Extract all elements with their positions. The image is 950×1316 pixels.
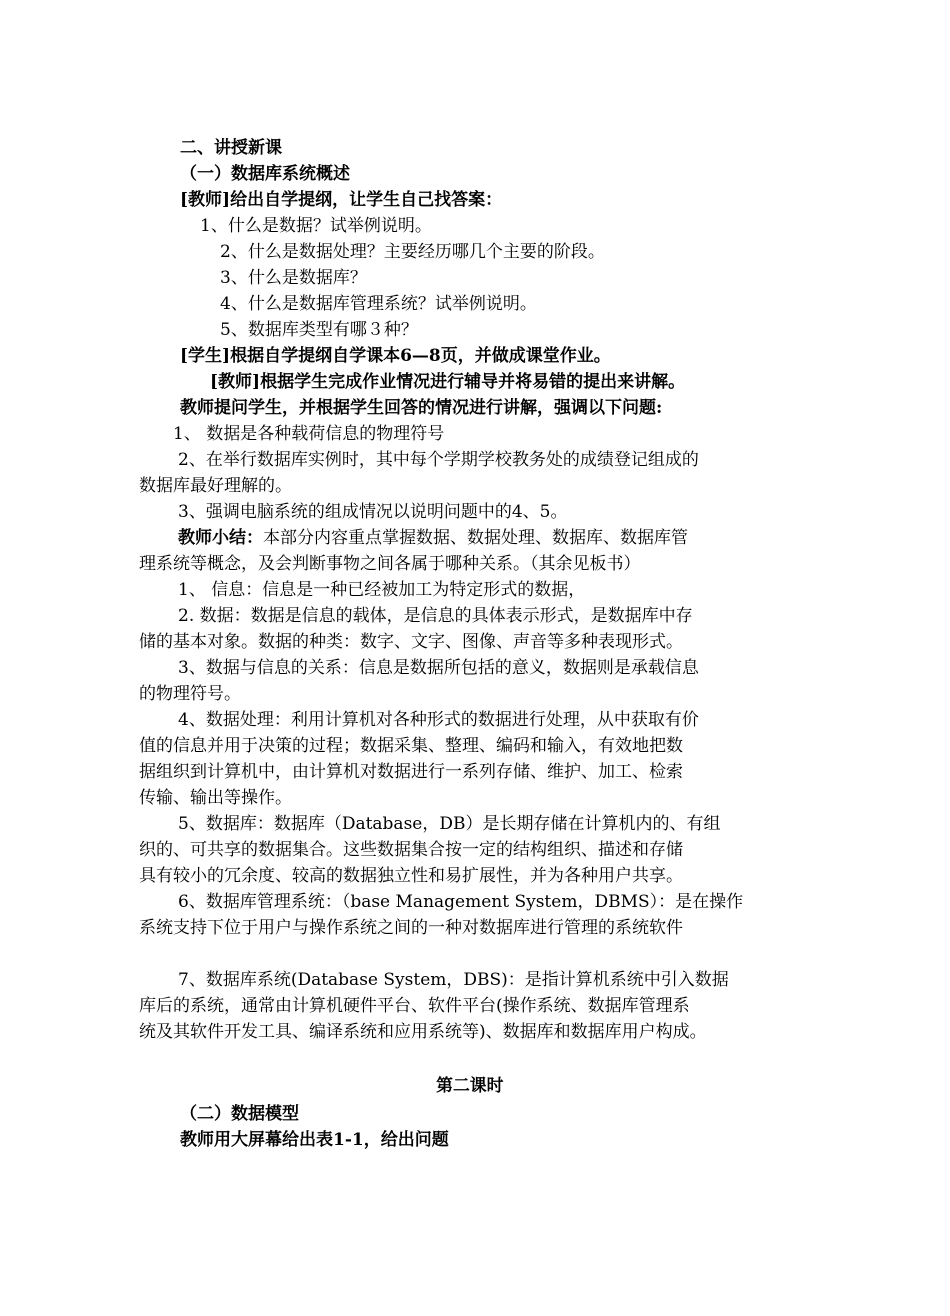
teacher-summary xyxy=(178,525,688,551)
definition-data: 2. 数据：数据是信息的载体，是信息的具体表示形式，是数据库中存 xyxy=(178,606,693,626)
definition-relation-cont: 的物理符号。 xyxy=(139,684,241,704)
lesson-two-heading: 第二课时 xyxy=(436,1076,504,1096)
teacher-prompt: [教师]给出自学提纲，让学生自己找答案： xyxy=(180,190,503,210)
definition-information: 1、 信息：信息是一种已经被加工为特定形式的数据， xyxy=(178,580,586,600)
emphasis-point: 2、在举行数据库实例时，其中每个学期学校教务处的成绩登记组成的 xyxy=(178,450,699,470)
definition-dbs: 7、数据库系统(Database System，DBS)：是指计算机系统中引入数据 xyxy=(178,970,729,990)
definition-relation: 3、数据与信息的关系：信息是数据所包括的意义，数据则是承载信息 xyxy=(178,658,699,678)
summary-label: 教师小结： xyxy=(178,528,263,548)
question-item: 2、什么是数据处理？主要经历哪几个主要的阶段。 xyxy=(220,242,605,262)
definition-processing-cont: 值的信息并用于决策的过程；数据采集、整理、编码和输入，有效地把数 xyxy=(139,736,683,756)
definition-dbs-cont: 统及其软件开发工具、编译系统和应用系统等)、数据库和数据库用户构成。 xyxy=(139,1022,707,1042)
definition-processing-cont: 据组织到计算机中，由计算机对数据进行一系列存储、维护、加工、检索 xyxy=(139,762,683,782)
summary-text-cont: 理系统等概念，及会判断事物之间各属于哪种关系。（其余见板书） xyxy=(139,554,641,574)
emphasis-point: 3、强调电脑系统的组成情况以说明问题中的4、5。 xyxy=(178,502,568,522)
question-item: 4、什么是数据库管理系统？试举例说明。 xyxy=(220,294,537,314)
teacher-question: 教师提问学生，并根据学生回答的情况进行讲解，强调以下问题: xyxy=(180,398,663,418)
question-item: 5、数据库类型有哪３种？ xyxy=(220,320,418,340)
teacher-line: [教师]根据学生完成作业情况进行辅导并将易错的提出来讲解。 xyxy=(210,372,686,392)
definition-processing-cont: 传输、输出等操作。 xyxy=(139,788,292,808)
emphasis-point: 1、 数据是各种载荷信息的物理符号 xyxy=(173,424,445,444)
definition-database-cont: 织的、可共享的数据集合。这些数据集合按一定的结构组织、描述和存储 xyxy=(139,840,683,860)
question-item: 1、什么是数据？试举例说明。 xyxy=(200,216,432,236)
definition-processing: 4、数据处理：利用计算机对各种形式的数据进行处理，从中获取有价 xyxy=(178,710,699,730)
definition-dbms-cont: 系统支持下位于用户与操作系统之间的一种对数据库进行管理的系统软件 xyxy=(139,918,683,938)
question-item: 3、什么是数据库？ xyxy=(220,268,367,288)
subsection-heading-1: （一）数据库系统概述 xyxy=(180,164,350,184)
definition-dbs-cont: 库后的系统，通常由计算机硬件平台、软件平台(操作系统、数据库管理系 xyxy=(139,996,690,1016)
definition-database: 5、数据库：数据库（Database，DB）是长期存储在计算机内的、有组 xyxy=(178,814,721,834)
last-line: 教师用大屏幕给出表1-1，给出问题 xyxy=(180,1130,449,1150)
summary-text: 本部分内容重点掌握数据、数据处理、数据库、数据库管 xyxy=(263,528,688,548)
definition-database-cont: 具有较小的冗余度、较高的数据独立性和易扩展性，并为各种用户共享。 xyxy=(139,866,683,886)
definition-data-cont: 储的基本对象。数据的种类：数字、文字、图像、声音等多种表现形式。 xyxy=(139,632,683,652)
student-line: [学生]根据自学提纲自学课本6—8页，并做成课堂作业。 xyxy=(180,346,611,366)
section-heading: 二、讲授新课 xyxy=(180,138,282,158)
subsection-heading-2: （二）数据模型 xyxy=(180,1104,299,1124)
emphasis-point-cont: 数据库最好理解的。 xyxy=(139,476,292,496)
definition-dbms: 6、数据库管理系统：（base Management System，DBMS）：是在操作 xyxy=(178,892,744,912)
